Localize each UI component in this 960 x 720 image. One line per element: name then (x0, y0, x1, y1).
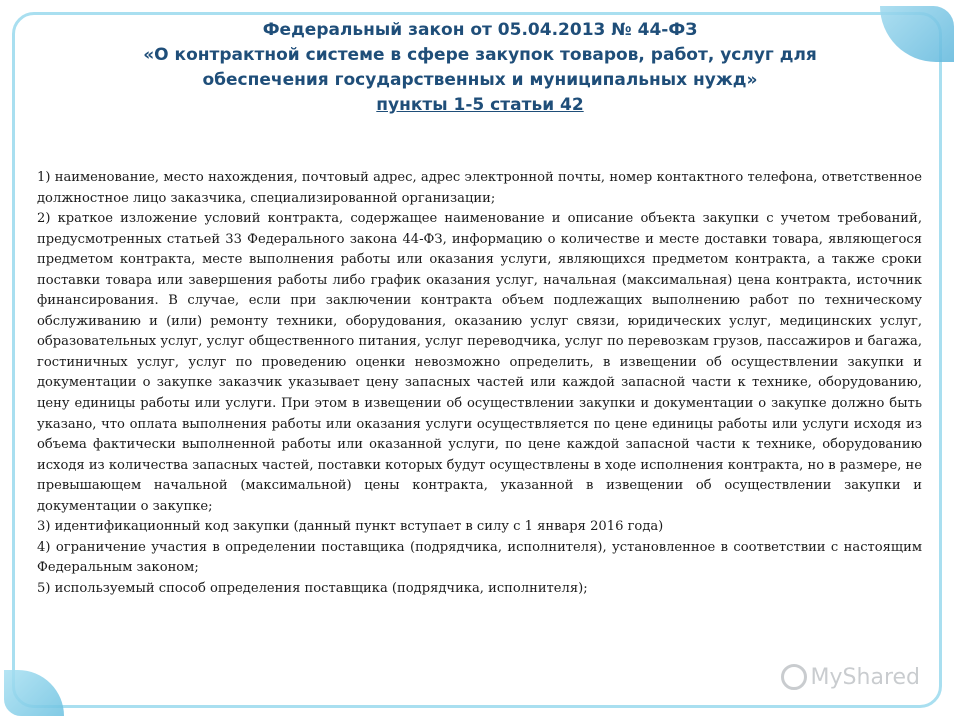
article-link[interactable]: пункты 1-5 статьи 42 (376, 95, 584, 115)
title-line-2: «О контрактной системе в сфере закупок товаров, работ, услуг для (143, 45, 817, 65)
item-1: 1) наименование, место нахождения, почтовый адрес, адрес электронной почты, номер контактного телефона, ответственное должностное лицо заказчика, специализированной организации; (37, 170, 922, 206)
title-line-3: обеспечения государственных и муниципальных нужд» (202, 70, 758, 90)
item-5: 5) используемый способ определения поставщика (подрядчика, исполнителя); (37, 580, 588, 596)
watermark-logo-icon (781, 664, 807, 690)
title-line-1: Федеральный закон от 05.04.2013 № 44-ФЗ (262, 20, 698, 40)
watermark (781, 664, 920, 690)
article-body (37, 168, 922, 599)
title-block (60, 18, 900, 118)
item-2: 2) краткое изложение условий контракта, содержащее наименование и описание объекта закупки с учетом требований, предусмотренных статьей 33 Федерального закона 44-ФЗ, информацию о количестве и месте доставки товара, являющегося предметом контракта, месте выполнения работы или оказания услуги, являющихся предметом контракта, а также сроки поставки товара или завершения работы либо график оказания услуг, начальная (максимальная) цена контракта, источник финансирования. В случае, если при заключении контракта объем подлежащих выполнению работ по техническому обслуживанию и (или) ремонту техники, оборудования, оказанию услуг связи, юридических услуг, медицинских услуг, образовательных услуг, услуг общественного питания, услуг переводчика, услуг по перевозкам грузов, пассажиров и багажа, гостиничных услуг, услуг по проведению оценки невозможно определить, в извещении об осуществлении закупки и документации о закупке заказчик указывает цену запасных частей или каждой запасной части к технике, оборудованию, цену единицы работы или услуги. При этом в извещении об осуществлении закупки и документации о закупке должно быть указано, что оплата выполнения работы или оказания услуги осуществляется по цене единицы работы или услуги исходя из объема фактически выполненной работы или оказанной услуги, по цене каждой запасной части к технике, оборудованию исходя из количества запасных частей, поставки которых будут осуществлены в ходе исполнения контракта, но в размере, не превышающем начальной (максимальной) цены контракта, указанной в извещении об осуществлении закупки и документации о закупке; (37, 211, 922, 514)
item-4: 4) ограничение участия в определении поставщика (подрядчика, исполнителя), установленное в соответствии с настоящим Федеральным законом; (37, 539, 922, 576)
watermark-text: MyShared (810, 664, 920, 690)
item-3: 3) идентификационный код закупки (данный пункт вступает в силу с 1 января 2016 года) (37, 519, 664, 535)
